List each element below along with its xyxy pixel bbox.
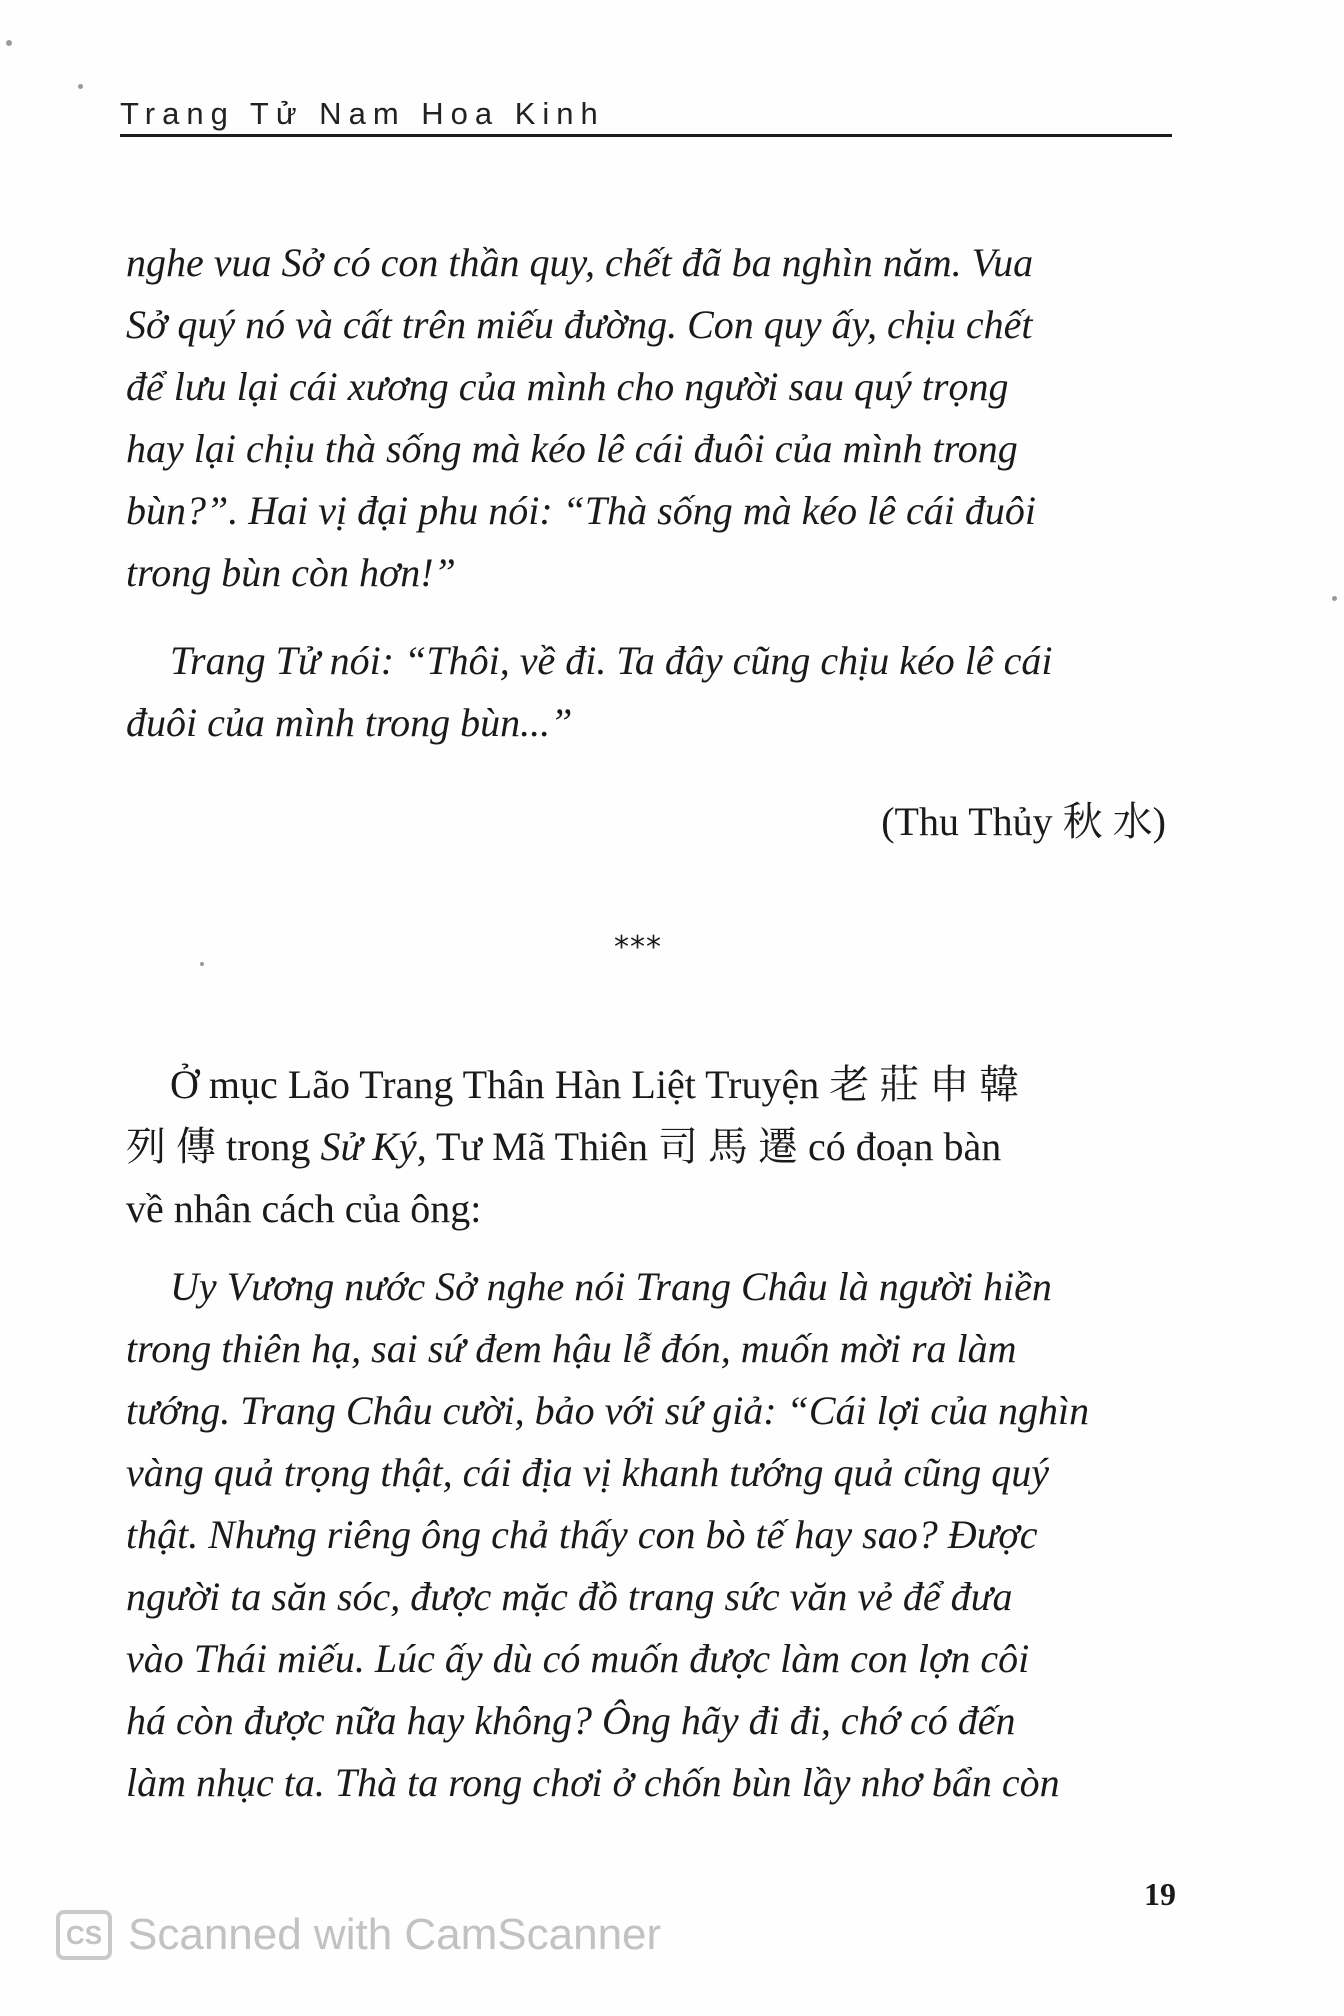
text-line: vàng quả trọng thật, cái địa vị khanh tướng quả cũng quý — [126, 1450, 1050, 1495]
section-separator: *** — [614, 930, 662, 965]
paragraph-continued — [126, 232, 1176, 604]
text-line: Trang Tử nói: “Thôi, về đi. Ta đây cũng chịu kéo lê cái — [170, 638, 1053, 683]
text-line: Uy Vương nước Sở nghe nói Trang Châu là người hiền — [170, 1264, 1052, 1309]
text-line: bùn?”. Hai vị đại phu nói: “Thà sống mà kéo lê cái đuôi — [126, 488, 1036, 533]
text-line: hay lại chịu thà sống mà kéo lê cái đuôi của mình trong — [126, 426, 1018, 471]
text-line: trong bùn còn hơn!” — [126, 550, 456, 595]
text-line: trong thiên hạ, sai sứ đem hậu lễ đón, muốn mời ra làm — [126, 1326, 1017, 1371]
text-line: Ở mục Lão Trang Thân Hàn Liệt Truyện 老 莊 申 韓 — [170, 1062, 1020, 1107]
header-rule — [120, 134, 1172, 137]
text-line: về nhân cách của ông: — [126, 1186, 482, 1231]
text-segment: , Tư Mã Thiên 司 馬 遷 có đoạn bàn — [416, 1124, 1002, 1169]
scan-speck — [6, 40, 12, 46]
running-head: Trang Tử Nam Hoa Kinh — [120, 96, 605, 131]
text-line: làm nhục ta. Thà ta rong chơi ở chốn bùn lầy nhơ bẩn còn — [126, 1760, 1060, 1805]
watermark-text: Scanned with CamScanner — [128, 1910, 662, 1959]
text-line: đuôi của mình trong bùn...” — [126, 700, 573, 745]
source-attribution: (Thu Thủy 秋 水) — [881, 799, 1166, 844]
scan-speck — [200, 962, 204, 966]
scan-speck — [1332, 596, 1337, 601]
text-line: Sở quý nó và cất trên miếu đường. Con quy ấy, chịu chết — [126, 302, 1033, 347]
paragraph-uy-vuong — [126, 1256, 1176, 1814]
paragraph-su-ky — [126, 1054, 1176, 1240]
text-line: để lưu lại cái xương của mình cho người sau quý trọng — [126, 364, 1009, 409]
camscanner-logo-icon: CS — [56, 1910, 112, 1960]
scan-speck — [78, 84, 83, 89]
book-title: Sử Ký — [320, 1124, 417, 1169]
text-line: nghe vua Sở có con thần quy, chết đã ba nghìn năm. Vua — [126, 240, 1034, 285]
text-line: thật. Nhưng riêng ông chả thấy con bò tế hay sao? Được — [126, 1512, 1038, 1557]
camscanner-watermark — [56, 1910, 661, 1960]
text-line-mixed — [126, 1116, 1176, 1178]
text-line: há còn được nữa hay không? Ông hãy đi đi, chớ có đến — [126, 1698, 1016, 1743]
page-number: 19 — [1144, 1876, 1176, 1912]
text-line: tướng. Trang Châu cười, bảo với sứ giả: “Cái lợi của nghìn — [126, 1388, 1090, 1433]
text-line: người ta săn sóc, được mặc đồ trang sức văn vẻ để đưa — [126, 1574, 1013, 1619]
text-line: vào Thái miếu. Lúc ấy dù có muốn được làm con lợn côi — [126, 1636, 1030, 1681]
text-segment: 列 傳 trong — [126, 1124, 321, 1169]
paragraph-trang-tu-reply — [126, 630, 1176, 754]
